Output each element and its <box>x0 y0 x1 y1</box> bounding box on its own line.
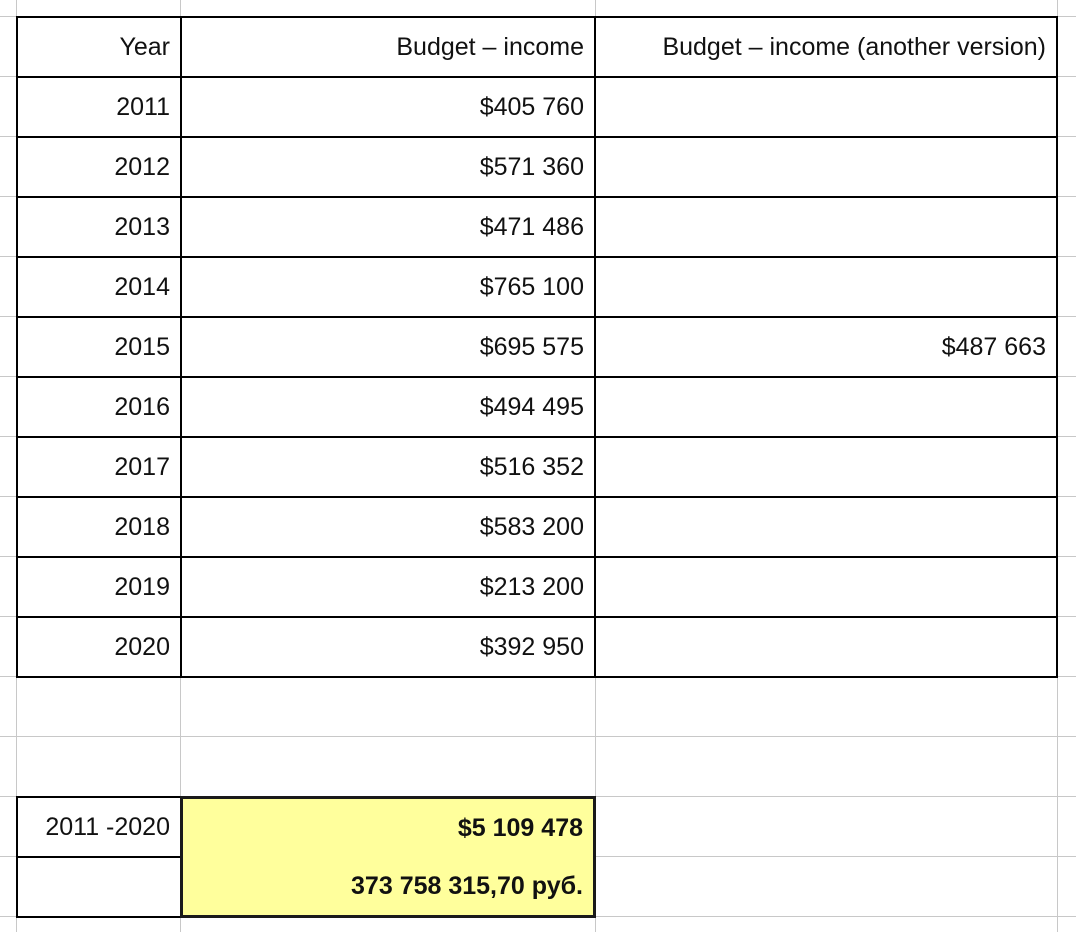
header-year[interactable]: Year <box>119 32 170 61</box>
header-income-alt[interactable]: Budget – income (another version) <box>662 32 1046 61</box>
cell-income[interactable]: $494 495 <box>479 392 584 421</box>
cell-income[interactable]: $571 360 <box>479 152 584 181</box>
cell-year[interactable]: 2019 <box>114 572 170 601</box>
grid-line <box>0 736 1076 737</box>
cell-year[interactable]: 2013 <box>114 212 170 241</box>
cell-year[interactable]: 2016 <box>114 392 170 421</box>
cell-income[interactable]: $392 950 <box>479 632 584 661</box>
summary-total-rub[interactable]: 373 758 315,70 руб. <box>351 871 583 900</box>
cell-year[interactable]: 2020 <box>114 632 170 661</box>
header-income[interactable]: Budget – income <box>396 32 584 61</box>
cell-year[interactable]: 2015 <box>114 332 170 361</box>
table-border <box>16 676 1058 678</box>
cell-income-alt[interactable] <box>596 558 1056 616</box>
summary-total-usd[interactable]: $5 109 478 <box>457 813 583 842</box>
table-border <box>1056 16 1058 678</box>
cell-year[interactable]: 2011 <box>116 92 170 121</box>
cell-year[interactable]: 2017 <box>114 452 170 481</box>
cell-income-alt[interactable]: $487 663 <box>941 332 1046 361</box>
summary-empty-cell[interactable] <box>18 858 180 916</box>
cell-income-alt[interactable] <box>596 618 1056 676</box>
cell-income[interactable]: $405 760 <box>479 92 584 121</box>
summary-period[interactable]: 2011 -2020 <box>45 812 170 841</box>
cell-income[interactable]: $695 575 <box>479 332 584 361</box>
table-border <box>16 916 181 918</box>
cell-income-alt[interactable] <box>596 438 1056 496</box>
cell-year[interactable]: 2014 <box>114 272 170 301</box>
cell-income[interactable]: $516 352 <box>479 452 584 481</box>
cell-income[interactable]: $213 200 <box>479 572 584 601</box>
cell-income-alt[interactable] <box>596 258 1056 316</box>
cell-income[interactable]: $765 100 <box>479 272 584 301</box>
cell-income[interactable]: $471 486 <box>479 212 584 241</box>
cell-income-alt[interactable] <box>596 138 1056 196</box>
cell-income-alt[interactable] <box>596 498 1056 556</box>
cell-year[interactable]: 2012 <box>114 152 170 181</box>
cell-income-alt[interactable] <box>596 378 1056 436</box>
cell-income-alt[interactable] <box>596 198 1056 256</box>
cell-income-alt[interactable] <box>596 78 1056 136</box>
cell-income[interactable]: $583 200 <box>479 512 584 541</box>
cell-year[interactable]: 2018 <box>114 512 170 541</box>
